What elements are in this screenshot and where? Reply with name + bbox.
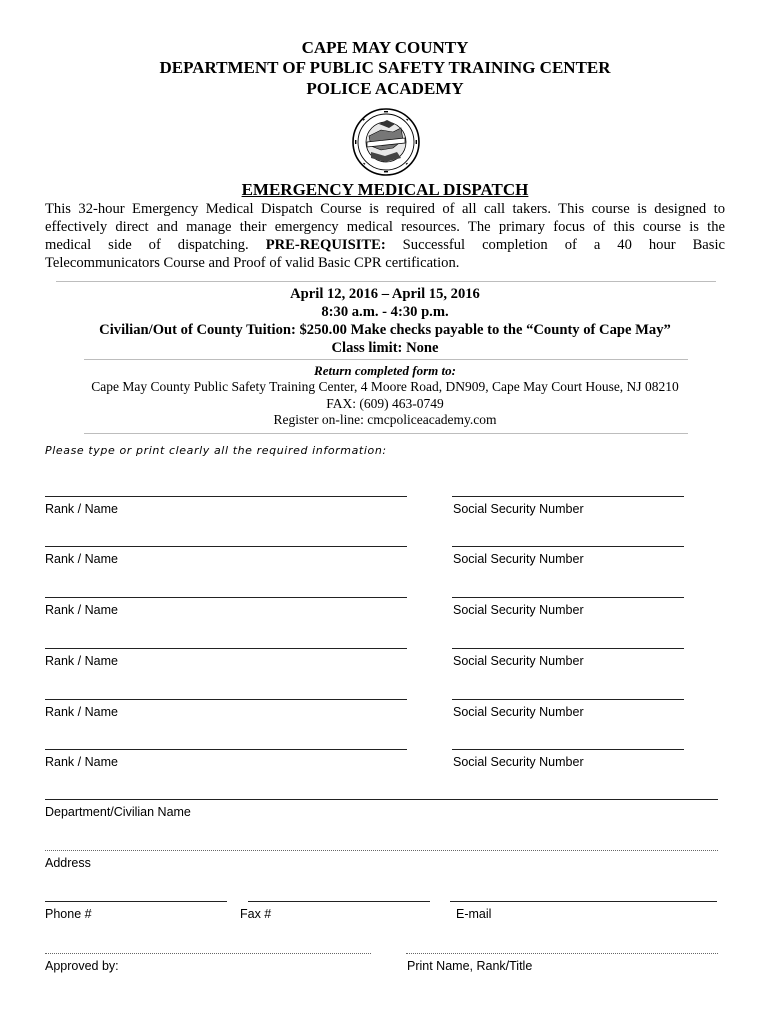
description-text: Successful completion of a 40 hour Basic [385,237,725,253]
course-description-line-4: Telecommunicators Course and Proof of valid Basic CPR certification. [45,255,460,271]
ssn-label: Social Security Number [453,654,584,668]
print-name-field[interactable] [406,953,718,954]
course-title: EMERGENCY MEDICAL DISPATCH [241,180,529,199]
register-online: Register on-line: cmcpoliceacademy.com [273,412,497,427]
ssn-field[interactable] [452,496,684,497]
prerequisite-label: PRE-REQUISITE: [265,237,386,253]
rank-name-field[interactable] [45,496,407,497]
address-field[interactable] [45,850,718,851]
rank-name-label: Rank / Name [45,603,118,617]
email-label: E-mail [456,907,492,921]
ssn-label: Social Security Number [453,502,584,516]
phone-field[interactable] [45,901,227,902]
return-address: Cape May County Public Safety Training Center, 4 Moore Road, DN909, Cape May Court House, NJ 08210 [91,379,679,394]
tuition-info: Civilian/Out of County Tuition: $250.00 Make checks payable to the “County of Cape May” [99,322,671,338]
ssn-field[interactable] [452,546,684,547]
divider [84,433,688,434]
rank-name-label: Rank / Name [45,705,118,719]
ssn-label: Social Security Number [453,755,584,769]
rank-name-field[interactable] [45,648,407,649]
course-dates: April 12, 2016 – April 15, 2016 [290,286,480,302]
course-description-line-1: This 32-hour Emergency Medical Dispatch Course is required of all call takers. This course is designed to [45,201,725,217]
phone-label: Phone # [45,907,92,921]
return-fax: FAX: (609) 463-0749 [326,396,444,411]
header-academy: POLICE ACADEMY [306,79,464,98]
rank-name-field[interactable] [45,546,407,547]
ssn-field[interactable] [452,597,684,598]
county-seal-icon [341,106,431,178]
header-county: CAPE MAY COUNTY [301,38,469,57]
department-label: Department/Civilian Name [45,805,191,819]
ssn-label: Social Security Number [453,603,584,617]
rank-name-field[interactable] [45,699,407,700]
address-label: Address [45,856,91,870]
rank-name-label: Rank / Name [45,502,118,516]
ssn-field[interactable] [452,699,684,700]
return-heading: Return completed form to: [314,363,456,378]
class-limit: Class limit: None [331,340,439,356]
department-field[interactable] [45,799,718,800]
approved-by-label: Approved by: [45,959,119,973]
ssn-field[interactable] [452,749,684,750]
rank-name-field[interactable] [45,749,407,750]
ssn-field[interactable] [452,648,684,649]
divider [56,281,716,282]
fax-field[interactable] [248,901,430,902]
fax-label: Fax # [240,907,272,921]
rank-name-field[interactable] [45,597,407,598]
form-instructions: Please type or print clearly all the required information: [45,444,387,457]
ssn-label: Social Security Number [453,552,584,566]
divider [84,359,688,360]
email-field[interactable] [450,901,717,902]
ssn-label: Social Security Number [453,705,584,719]
course-description-line-2: effectively direct and manage their emergency medical resources. The primary focus of this course is the [45,219,725,235]
rank-name-label: Rank / Name [45,654,118,668]
approved-by-field[interactable] [45,953,371,954]
header-department: DEPARTMENT OF PUBLIC SAFETY TRAINING CENTER [159,58,611,77]
course-description-line-3 [45,236,725,254]
rank-name-label: Rank / Name [45,552,118,566]
print-name-label: Print Name, Rank/Title [407,959,533,973]
course-time: 8:30 a.m. - 4:30 p.m. [321,304,449,320]
rank-name-label: Rank / Name [45,755,118,769]
description-text: medical side of dispatching. [45,237,266,253]
